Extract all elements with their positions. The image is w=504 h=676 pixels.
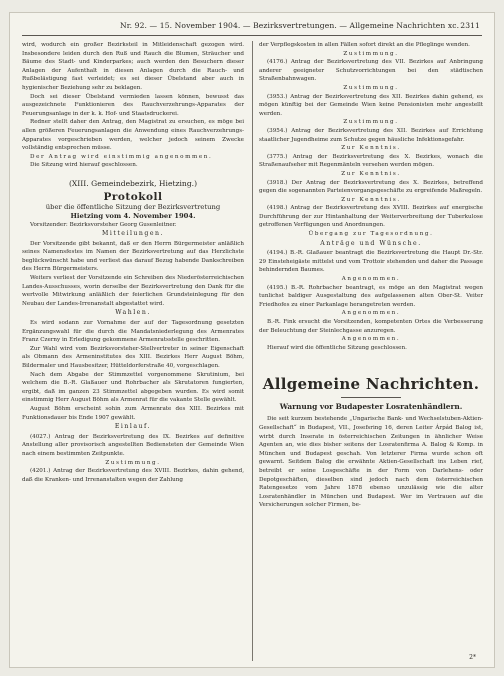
- protokoll-title: Protokoll: [103, 190, 163, 203]
- paragraph: Die Sitzung wird hierauf geschlossen.: [30, 162, 138, 169]
- paragraph: Der Vorsitzende gibt bekannt, daß er den Herrn Bürgermeister anläßlich seines Namensfestes im Namen der Bezirksvertretung auf das Herzlichste beglückwünscht habe und verliest das darauf Bezug habende Dankschreiben des Herrn Bürgermeisters.: [22, 240, 244, 273]
- paragraph: (4194.) B.-R. Glaßauer beantragt die Bezirksvertretung die Haupt Dr.-Str. 29 Einsteheigäste mittelst und vom Trottoir stehenden und daher die Passage behindernden Baumes.: [259, 250, 483, 274]
- paragraph: (3918.) Der Antrag der Bezirksvertretung des X. Bezirkes, betreffend gegen die sogenannten Parteienvorgangsgeschäfte zu ergreifende Maßregeln.: [259, 179, 483, 195]
- decision-line: Übergang zur Tagesordnung.: [308, 231, 434, 238]
- paragraph: Redner stellt daher den Antrag, den Magistrat zu ersuchen, es möge bei allen größeren Feuerungsanlagen die Anwendung eines Rauchverzehrungs-Apparates vorgeschrieben werden, welcher jedoch seinem Zwecke vollständig entsprechen müsse.: [22, 119, 244, 152]
- section-antraege: Anträge und Wünsche.: [320, 239, 422, 247]
- decision-line: Angenommen.: [341, 336, 401, 343]
- paragraph: der Verpflegskosten in allen Fällen sofort direkt an die Pfleglinge wenden.: [259, 42, 470, 48]
- section-einlauf: Einlauf.: [114, 423, 152, 431]
- section-heading: Allgemeine Nachrichten.: [262, 375, 480, 394]
- paragraph: Zur Wahl wird vom Bezirksvorsteher-Stellvertreter in seiner Eigenschaft als Obmann des Armeninstitutes des XIII. Bezirkes Herr August Böhm, Bildermaler und Hausbesitzer, Hütteldorferstraße 40, vorgeschlagen.: [22, 345, 244, 369]
- paragraph: (4201.) Antrag der Bezirksvertretung des XVIII. Bezirkes, dahin gehend, daß die Kranken- und Irrenanstalten wegen der Zahlung: [22, 468, 244, 483]
- decision-line: Angenommen.: [341, 276, 401, 283]
- paragraph: (4198.) Antrag der Bezirksvertretung des XVIII. Bezirkes auf energische Durchführung der zur Hintanhaltung der Weiterverbreitung der Tuberkulose getroffenen Verfügungen und Anordnungen.: [259, 205, 483, 229]
- paragraph: B.-R. Fink ersucht die Vorsitzenden, kompetenten Ortes die Verbesserung der Beleuchtung der Steinlechgasse anzuregen.: [259, 319, 483, 334]
- signature-mark: 2*: [469, 654, 476, 661]
- header-text: Nr. 92. — 15. November 1904. — Bezirksvertretungen. — Allgemeine Nachrichten xc.: [120, 21, 460, 30]
- right-column: [259, 41, 483, 510]
- paragraph: (3775.) Antrag der Bezirksvertretung des X. Bezirkes, wonach die Straßenaufseher mit Regenmänteln versehen werden mögen.: [259, 153, 483, 169]
- district-heading: (XIII. Gemeindebezirk, Hietzing.): [68, 178, 198, 188]
- newspaper-page: [9, 12, 495, 668]
- decision-line: Zustimmung.: [343, 84, 399, 91]
- decision-line: Zur Kenntnis.: [341, 196, 401, 203]
- section-wahlen: Wahlen.: [115, 309, 151, 317]
- paragraph: Doch sei dieser Übelstand vermieden lassen können, bewusst das ausgezeichnete Funktionieren des Rauchverzehrungs-Apparates der Feuerungsanlage in der k. k. Hof- und Staatsdruckerei.: [22, 93, 244, 117]
- paragraph: August Böhm erscheint sohin zum Armenrate des XIII. Bezirkes mit Funktionsdauer bis Ende 1907 gewählt.: [22, 405, 244, 421]
- page-number: 2311: [460, 21, 480, 30]
- protokoll-date: Hietzing vom 4. November 1904.: [70, 211, 196, 220]
- article-title: Warnung vor Budapester Losratenhändlern.: [279, 402, 463, 412]
- section-mitteilungen: Mitteilungen.: [102, 230, 164, 238]
- header-rule: [22, 35, 482, 36]
- decision-line: Zustimmung.: [343, 119, 399, 126]
- heading-rule: [341, 397, 401, 398]
- paragraph: Nach dem Abgabe der Stimmzettel vorgenommene Skrutinium, bei welchem die B.-R. Glaßauer und Rohrbacher als Skrutatoren fungierten, ergibt, daß im ganzen 23 Stimmzettel abgegeben wurden. Es wird somit einstimmig Herr August Böhm als Armenrat für die vakante Stelle gewählt.: [22, 371, 244, 404]
- paragraph: Hierauf wird die öffentliche Sitzung geschlossen.: [267, 344, 407, 351]
- chairman-line: Vorsitzender: Bezirksvorsteher Georg Gusenleitner.: [30, 221, 177, 228]
- paragraph: (4176.) Antrag der Bezirksvertretung des VII. Bezirkes auf Anbringung anderer geeigneter Schutzvorrichtungen bei den städtischen Straßenbahnwagen.: [259, 59, 483, 83]
- paragraph: (4195.) B.-R. Rohrbacher beantragt, es möge an den Magistrat wegen tunlichst baldiger Ausgestaltung des aufgelassenen alten Ober-St. Veiter Friedhofes zu einer Parkanlage herangetreten werden.: [259, 284, 483, 308]
- paragraph: Weiters verliest der Vorsitzende ein Schreiben des Niederösterreichischen Landes-Ausschusses, worin derselbe der Bezirksvertretung den Dank für die wertvolle Mitwirkung anläßlich der feierlichen Grundsteinlegung für den Neubau der Landes-Irrenanstalt abgestattet wird.: [22, 275, 244, 307]
- decision-line: Zur Kenntnis.: [341, 145, 401, 152]
- protokoll-subtitle: über die öffentliche Sitzung der Bezirksvertretung: [45, 202, 221, 211]
- decision-line: Angenommen.: [341, 310, 401, 317]
- paragraph: wird, wodurch ein großer Bezirksteil in Mitleidenschaft gezogen wird. Insbesondere leiden durch den Ruß und Rauch die Blumen, Sträucher und Bäume des Stadt- und Kinderparkes; auch werden den Besuchern dieser Anlagen der Aufenthalt in diesen Anlagen durch die Rauch- und Rußbelästigung fast verleidet; es sei dieser Übelstand aber auch in hygienischer Beziehung sehr zu beklagen.: [22, 42, 244, 91]
- left-column: [22, 41, 244, 484]
- paragraph: Der Antrag wird einstimmig angenommen.: [30, 153, 213, 160]
- decision-line: Zustimmung.: [105, 459, 161, 466]
- paragraph: (4027.) Antrag der Bezirksvertretung des IX. Bezirkes auf definitive Anstellung aller provisorisch angestellten Bediensteten der Gemeinde Wien nach einem bestimmten Zeitpunkte.: [22, 433, 244, 457]
- paragraph: Es wird sodann zur Vornahme der auf der Tagesordnung gesetzten Ergänzungswahl für die durch die Mandatsniederlegung des Armenrates Franz Czerny in Erledigung gekommene Armenratsstelle geschritten.: [22, 320, 244, 344]
- paragraph: (3954.) Antrag der Bezirksvertretung des XII. Bezirkes auf Errichtung staatlicher Jugendheime zum Schutze gegen häusliche Infektionsgefahr.: [259, 127, 483, 143]
- article-body: Die seit kurzem bestehende „Ungarische Bank- und Wechselstuben-Aktien-Gesellschaft“ in Budapest, VII., Josefsring 16, deren Leiter Árpád Balog ist, wirbt durch Inserate in österreichischen Zeitungen in ähnlicher Weise Agenten an, wie dies bisher seitens der Losratenfirma A. Balog & Komp. in München und Budapest geschah. Von letzterer Firma wurde schon oft gewarnt. Seitdem Balog die erwähnte Aktien-Gesellschaft ins Leben rief, betreibt er seine Losgeschäfte in der Form von Darlehens- oder Depotgeschäften, dieselben sind jedoch nach dem österreichischen Ratengesetze vom Jahre 1878 ebenso unzulässig wie die alter Losratenhändler in München und Budapest. Wer im Vertrauen auf die Versicherungen solcher Firmen, be-: [259, 416, 483, 509]
- paragraph: (3953.) Antrag der Bezirksvertretung des XII. Bezirkes dahin gehend, es mögen künftig bei der Gemeinde Wien keine Pensionisten mehr angestellt werden.: [259, 93, 483, 117]
- decision-line: Zustimmung.: [343, 50, 399, 57]
- column-divider: [252, 41, 253, 661]
- decision-line: Zur Kenntnis.: [341, 170, 401, 177]
- page-header: [24, 21, 480, 35]
